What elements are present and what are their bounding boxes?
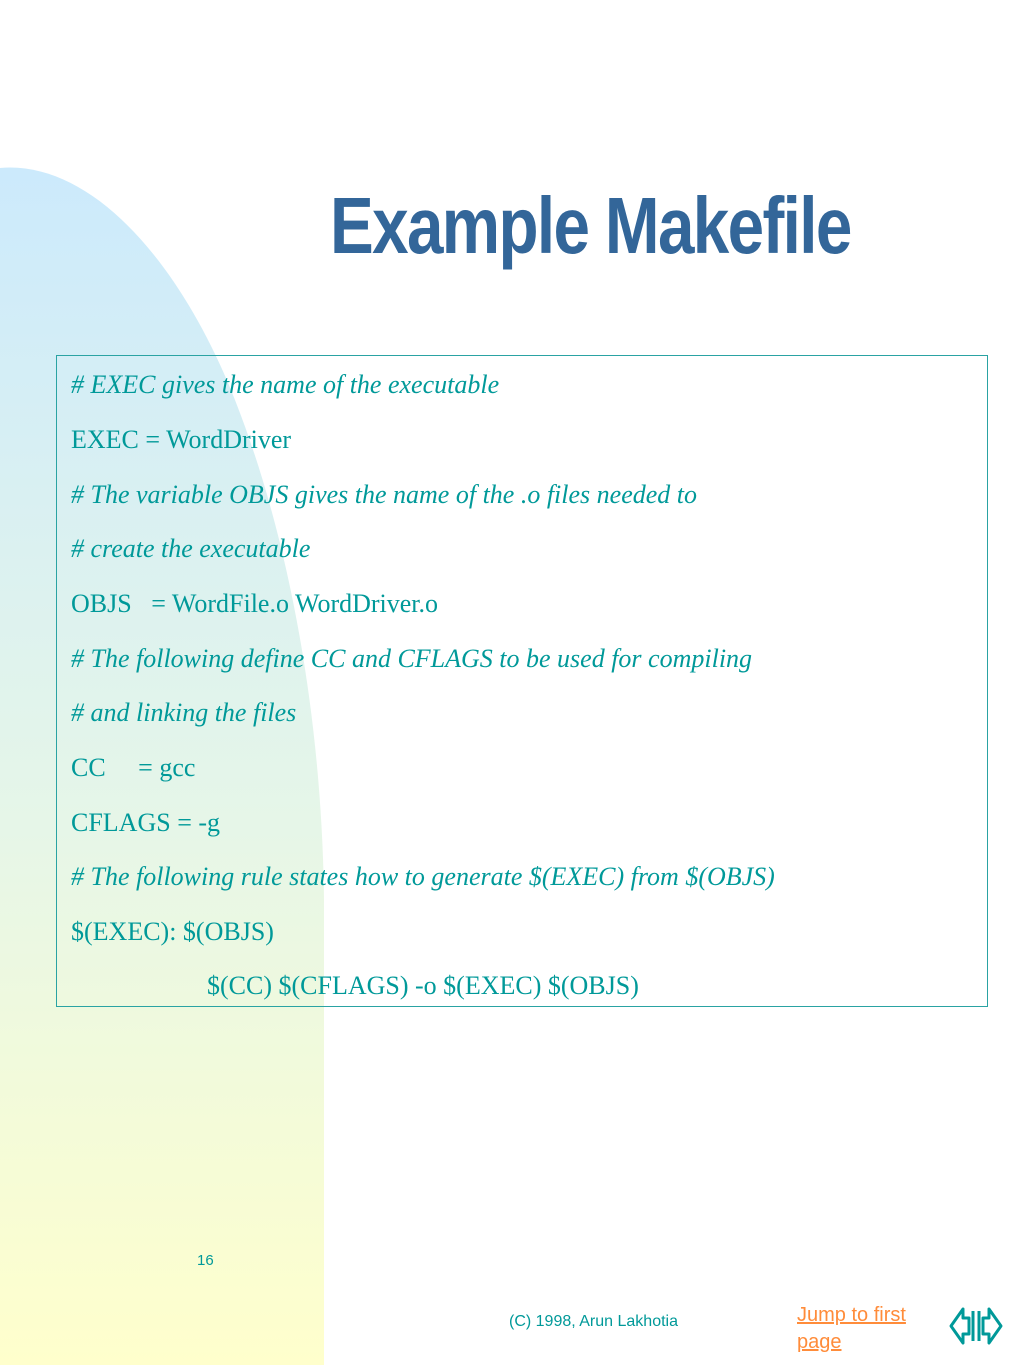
code-line: # The following rule states how to generate $(EXEC) from $(OBJS) [71,862,775,891]
code-line: # and linking the files [71,698,297,727]
code-line: # The variable OBJS gives the name of the .o files needed to [71,480,698,509]
code-line: CFLAGS = -g [71,808,221,837]
code-line: # The following define CC and CFLAGS to be used for compiling [71,644,753,673]
code-line: OBJS = WordFile.o WordDriver.o [71,589,439,618]
jump-to-first-page-link[interactable]: Jump to first page [797,1304,906,1353]
prev-next-arrows-icon[interactable] [949,1299,1003,1353]
code-line: EXEC = WordDriver [71,425,292,454]
code-line: CC = gcc [71,753,196,782]
code-line: # create the executable [71,534,311,563]
code-line: $(CC) $(CFLAGS) -o $(EXEC) $(OBJS) [207,971,639,1000]
code-line: # EXEC gives the name of the executable [71,370,500,399]
slide-title: Example Makefile [330,181,851,270]
code-line: $(EXEC): $(OBJS) [71,917,274,946]
copyright-text: (C) 1998, Arun Lakhotia [509,1313,678,1330]
slide-number: 16 [197,1252,214,1269]
makefile-code-box [56,355,988,1007]
